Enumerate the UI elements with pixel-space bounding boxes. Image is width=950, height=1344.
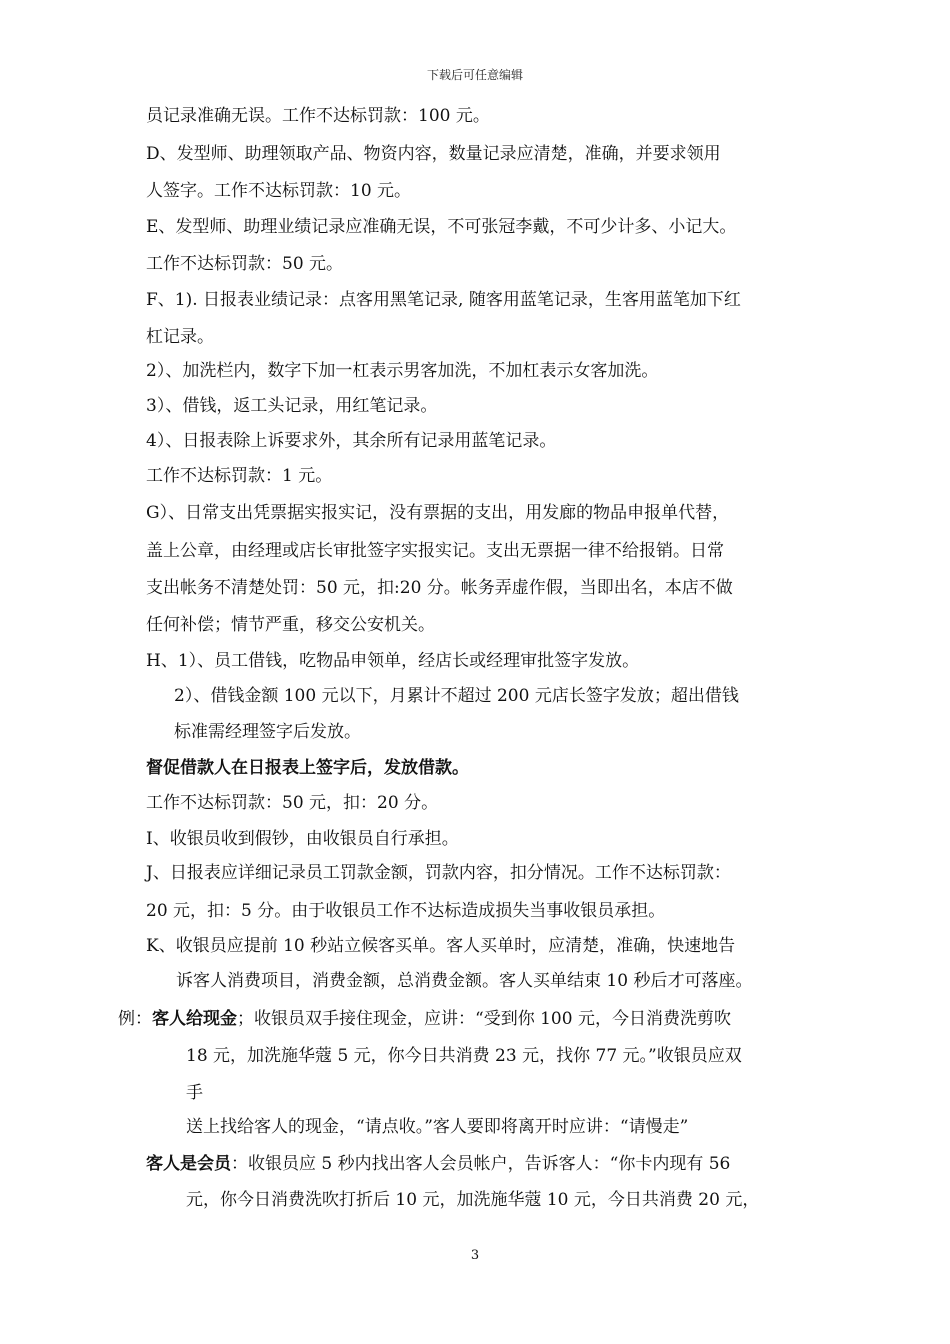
text-line: 人签字。工作不达标罚款：10 元。 [146,181,412,201]
text-line: 工作不达标罚款：1 元。 [146,466,333,486]
text-line: G）、日常支出凭票据实报实记，没有票据的支出，用发廊的物品申报单代替， [146,503,730,523]
example-cash-line [118,1008,731,1030]
example-prefix: 例： [118,1009,152,1029]
text-line: 盖上公章，由经理或店长审批签字实报实记。支出无票据一律不给报销。日常 [146,541,724,561]
text-line: 员记录准确无误。工作不达标罚款：100 元。 [146,106,490,126]
text-line: E、发型师、助理业绩记录应准确无误，不可张冠李戴，不可少计多、小记大。 [146,217,737,237]
text-line: 20 元，扣：5 分。由于收银员工作不达标造成损失当事收银员承担。 [146,901,666,921]
text-line: 标准需经理签字后发放。 [174,722,361,742]
page-number: 3 [470,1248,480,1263]
text-line: 18 元，加洗施华蔻 5 元，你今日共消费 23 元，找你 77 元。”收银员应双 [186,1046,742,1066]
text-line: 元，你今日消费洗吹打折后 10 元，加洗施华蔻 10 元，今日共消费 20 元， [186,1190,760,1210]
example-bold-label: 客人给现金 [152,1009,237,1029]
text-line: 诉客人消费项目，消费金额，总消费金额。客人买单结束 10 秒后才可落座。 [176,971,753,991]
page-header: 下载后可任意编辑 [426,68,523,82]
text-line: 3）、借钱，返工头记录，用红笔记录。 [146,396,438,416]
text-line: 手 [186,1083,203,1103]
text-line: 送上找给客人的现金，“请点收。”客人要即将离开时应讲：“请慢走” [186,1117,689,1137]
text-line: F、1). 日报表业绩记录：点客用黑笔记录, 随客用蓝笔记录，生客用蓝笔加下红 [146,290,741,310]
text-line: I、收银员收到假钞，由收银员自行承担。 [146,829,459,849]
text-line: 杠记录。 [146,327,214,347]
text-line: 督促借款人在日报表上签字后，发放借款。 [146,758,469,778]
text-line: 4）、日报表除上诉要求外，其余所有记录用蓝笔记录。 [146,431,557,451]
text-line: 工作不达标罚款：50 元，扣：20 分。 [146,793,439,813]
text-line: 工作不达标罚款：50 元。 [146,254,344,274]
member-bold-label: 客人是会员 [146,1154,231,1174]
text-line: 任何补偿；情节严重，移交公安机关。 [146,615,435,635]
text-line: 2）、借钱金额 100 元以下，月累计不超过 200 元店长签字发放；超出借钱 [174,686,739,706]
text-line: 2）、加洗栏内，数字下加一杠表示男客加洗，不加杠表示女客加洗。 [146,361,659,381]
member-rest: ：收银员应 5 秒内找出客人会员帐户，告诉客人：“你卡内现有 56 [231,1154,731,1174]
text-line: H、1）、员工借钱，吃物品申领单，经店长或经理审批签字发放。 [146,651,640,671]
text-line: 支出帐务不清楚处罚：50 元，扣:20 分。帐务弄虚作假，当即出名，本店不做 [146,578,733,598]
example-rest: ；收银员双手接住现金，应讲：“受到你 100 元，今日消费洗剪吹 [237,1009,731,1029]
member-line [146,1153,730,1175]
text-line: J、日报表应详细记录员工罚款金额，罚款内容，扣分情况。工作不达标罚款： [146,863,731,883]
text-line: K、收银员应提前 10 秒站立候客买单。客人买单时，应清楚，准确，快速地告 [146,936,736,956]
text-line: D、发型师、助理领取产品、物资内容，数量记录应清楚，准确，并要求领用 [146,144,721,164]
